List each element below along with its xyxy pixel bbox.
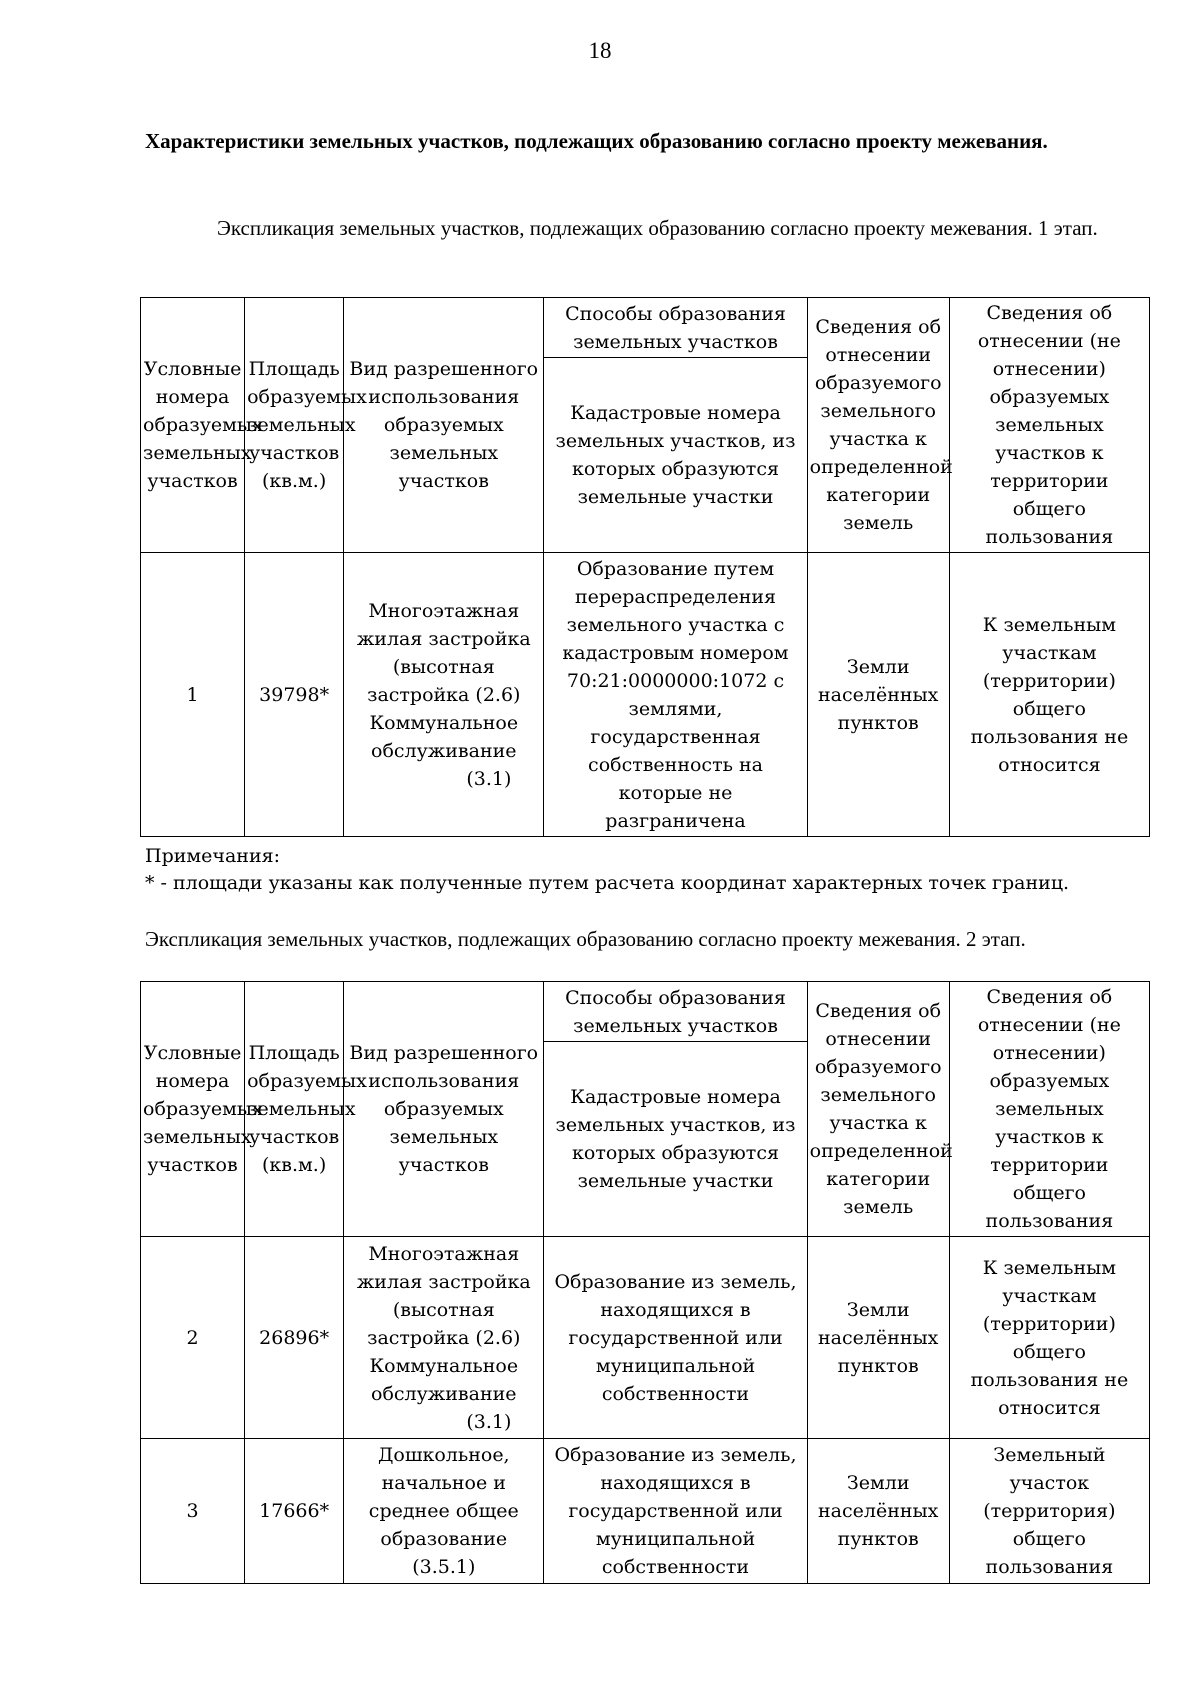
permitted-use-text: Многоэтажная жилая застройка (высотная застройка (2.6) Коммунальное обслуживание: [356, 599, 531, 762]
land-category: Земли населённых пунктов: [807, 553, 949, 837]
header-cadastral-numbers: Кадастровые номера земельных участков, из которых образуются земельные участки: [544, 1042, 807, 1237]
permitted-use-code: (3.1): [466, 1410, 512, 1433]
formation-method: Образование из земель, находящихся в государственной или муниципальной собственности: [544, 1237, 807, 1439]
header-cadastral-numbers: Кадастровые номера земельных участков, из которых образуются земельные участки: [544, 358, 807, 553]
permitted-use: [344, 553, 544, 837]
table-row: [141, 1237, 1150, 1439]
plot-number: 3: [141, 1439, 245, 1584]
land-category: Земли населённых пунктов: [807, 1237, 949, 1439]
table-row: [141, 553, 1150, 837]
header-land-category: Сведения об отнесении образуемого земельного участка к определенной категории земель: [807, 298, 949, 553]
plot-area: 26896*: [245, 1237, 344, 1439]
permitted-use: Дошкольное, начальное и среднее общее образование (3.5.1): [344, 1439, 544, 1584]
page-number: 18: [588, 38, 612, 63]
header-formation-methods: Способы образования земельных участков: [544, 982, 807, 1042]
header-formation-methods: Способы образования земельных участков: [544, 298, 807, 358]
land-category: Земли населённых пунктов: [807, 1439, 949, 1584]
header-plot-number: Условные номера образуемых земельных участков: [141, 298, 245, 553]
plot-area: 17666*: [245, 1439, 344, 1584]
table2-caption: Экспликация земельных участков, подлежащих образованию согласно проекту межевания. 2 этап.: [145, 927, 1026, 951]
formation-method: Образование из земель, находящихся в государственной или муниципальной собственности: [544, 1439, 807, 1584]
header-permitted-use: Вид разрешенного использования образуемых земельных участков: [344, 298, 544, 553]
public-use-status: К земельным участкам (территории) общего пользования не относится: [949, 1237, 1149, 1439]
header-public-use: Сведения об отнесении (не отнесении) образуемых земельных участков к территории общего пользования: [949, 298, 1149, 553]
permitted-use-code: (3.1): [466, 767, 512, 790]
permitted-use: [344, 1237, 544, 1439]
permitted-use-text: Многоэтажная жилая застройка (высотная застройка (2.6) Коммунальное обслуживание: [356, 1242, 531, 1405]
table-row: [141, 1439, 1150, 1584]
public-use-status: Земельный участок (территория) общего пользования: [949, 1439, 1149, 1584]
formation-method: Образование путем перераспределения земельного участка с кадастровым номером 70:21:0000000:1072 с землями, государственная собственность на которые не разграничена: [544, 553, 807, 837]
notes-text: * - площади указаны как полученные путем расчета координат характерных точек границ.: [145, 872, 1070, 894]
header-area: Площадь образуемых земельных участков (кв.м.): [245, 982, 344, 1237]
header-public-use: Сведения об отнесении (не отнесении) образуемых земельных участков к территории общего пользования: [949, 982, 1149, 1237]
notes: [145, 843, 1155, 897]
header-land-category: Сведения об отнесении образуемого земельного участка к определенной категории земель: [807, 982, 949, 1237]
explication-table-stage-1: [140, 297, 1150, 837]
public-use-status: К земельным участкам (территории) общего пользования не относится: [949, 553, 1149, 837]
table1-caption: Экспликация земельных участков, подлежащих образованию согласно проекту межевания. 1 этап.: [217, 216, 1098, 240]
plot-number: 2: [141, 1237, 245, 1439]
header-area: Площадь образуемых земельных участков (кв.м.): [245, 298, 344, 553]
plot-area: 39798*: [245, 553, 344, 837]
plot-number: 1: [141, 553, 245, 837]
header-permitted-use: Вид разрешенного использования образуемых земельных участков: [344, 982, 544, 1237]
header-plot-number: Условные номера образуемых земельных участков: [141, 982, 245, 1237]
explication-table-stage-2: [140, 981, 1150, 1584]
section-heading: Характеристики земельных участков, подлежащих образованию согласно проекту межевания.: [145, 129, 1048, 153]
notes-title: Примечания:: [145, 845, 281, 867]
